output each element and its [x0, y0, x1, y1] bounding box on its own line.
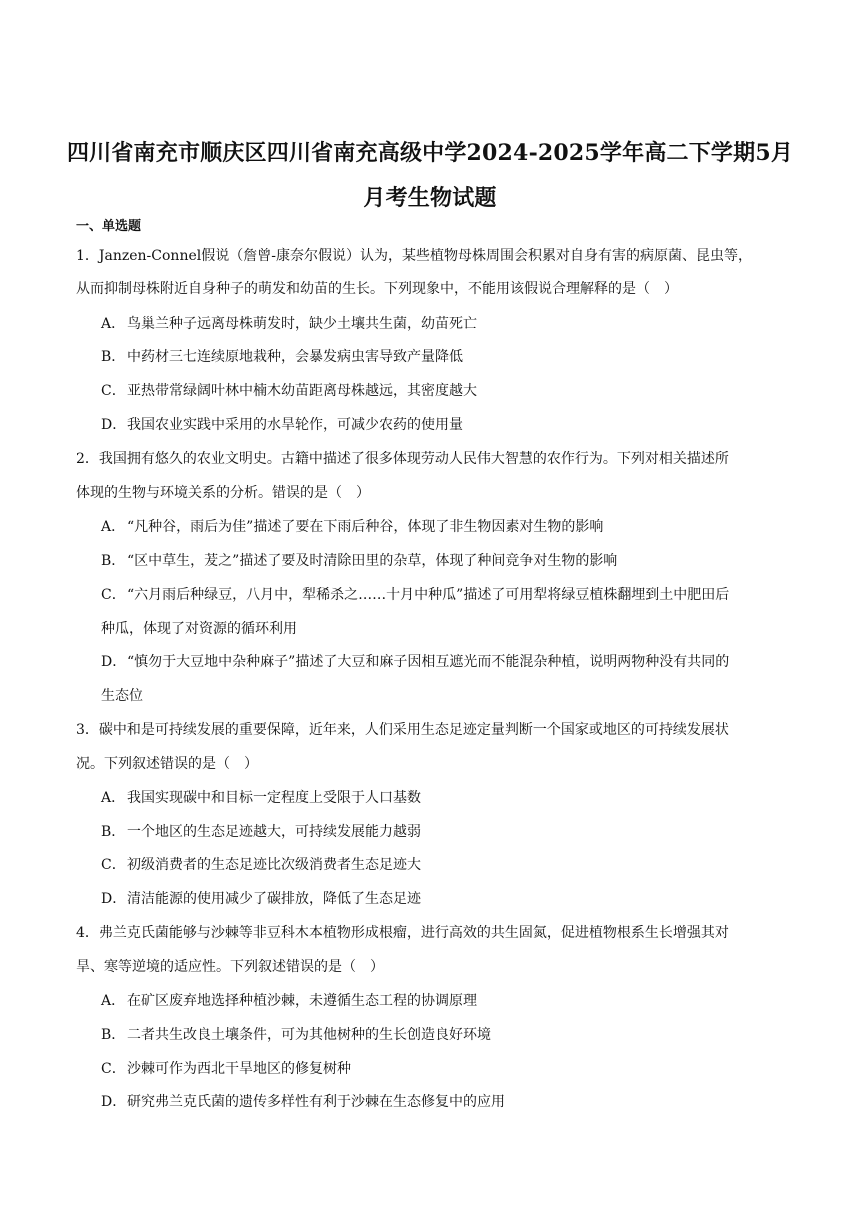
question-2-option-a[interactable] — [101, 517, 801, 537]
question-3-option-c[interactable] — [101, 855, 801, 875]
question-2-stem-line-2: 体现的生物与环境关系的分析。错误的是（ ） — [76, 485, 370, 501]
option-text: “慎勿于大豆地中杂种麻子”描述了大豆和麻子因相互遮光而不能混杂种植，说明两物种没有共同的 — [127, 654, 730, 670]
option-text: 我国农业实践中采用的水旱轮作，可减少农药的使用量 — [127, 417, 463, 433]
option-letter: A． — [101, 993, 126, 1009]
option-text: 初级消费者的生态足迹比次级消费者生态足迹大 — [127, 857, 421, 873]
document-title-line-2: 月考生物试题 — [363, 185, 497, 211]
option-text: 二者共生改良土壤条件，可为其他树种的生长创造良好环境 — [127, 1027, 491, 1043]
option-letter: D． — [101, 654, 127, 670]
option-letter: D． — [101, 417, 127, 433]
option-letter: D． — [101, 891, 127, 907]
option-text: 亚热带常绿阔叶林中楠木幼苗距离母株越远，其密度越大 — [127, 383, 477, 399]
question-3-option-a[interactable] — [101, 788, 801, 808]
option-text: 在矿区废弃地选择种植沙棘，未遵循生态工程的协调原理 — [127, 993, 477, 1009]
option-letter: C． — [101, 587, 126, 603]
question-1-option-a[interactable] — [101, 314, 801, 334]
option-text: 清洁能源的使用减少了碳排放，降低了生态足迹 — [127, 891, 421, 907]
option-letter: C． — [101, 1061, 126, 1077]
option-text: “凡种谷，雨后为佳”描述了要在下雨后种谷，体现了非生物因素对生物的影响 — [127, 519, 604, 535]
option-letter: C． — [101, 857, 126, 873]
option-text: 鸟巢兰种子远离母株萌发时，缺少土壤共生菌，幼苗死亡 — [127, 316, 477, 332]
question-4-option-d[interactable] — [101, 1092, 801, 1112]
question-2-option-c-continuation: 种瓜，体现了对资源的循环利用 — [101, 621, 297, 637]
option-letter: C． — [101, 383, 126, 399]
option-letter: B． — [101, 824, 126, 840]
question-2-option-c[interactable] — [101, 585, 801, 605]
option-letter: A． — [101, 519, 126, 535]
question-2-stem-line-1: 2．我国拥有悠久的农业文明史。古籍中描述了很多体现劳动人民伟大智慧的农作行为。下列对相关描述所 — [76, 451, 729, 467]
question-3-option-d[interactable] — [101, 889, 801, 909]
question-4-stem-line-1: 4．弗兰克氏菌能够与沙棘等非豆科木本植物形成根瘤，进行高效的共生固氮，促进植物根系生长增强其对 — [76, 925, 729, 941]
option-text: 一个地区的生态足迹越大，可持续发展能力越弱 — [127, 824, 421, 840]
question-2-option-b[interactable] — [101, 551, 801, 571]
question-1-option-c[interactable] — [101, 381, 801, 401]
question-4-option-c[interactable] — [101, 1059, 801, 1079]
option-letter: B． — [101, 349, 126, 365]
question-2-option-d-continuation: 生态位 — [101, 688, 143, 704]
question-1-option-d[interactable] — [101, 415, 801, 435]
question-1-stem-line-1: 1．Janzen-Connel假说（詹曾-康奈尔假说）认为，某些植物母株周围会积累对自身有害的病原菌、昆虫等， — [76, 248, 752, 264]
question-4-option-b[interactable] — [101, 1025, 801, 1045]
option-text: 我国实现碳中和目标一定程度上受限于人口基数 — [127, 790, 421, 806]
question-4-option-a[interactable] — [101, 991, 801, 1011]
option-text: 研究弗兰克氏菌的遗传多样性有利于沙棘在生态修复中的应用 — [127, 1094, 505, 1110]
option-text: 沙棘可作为西北干旱地区的修复树种 — [127, 1061, 351, 1077]
question-4-stem-line-2: 旱、寒等逆境的适应性。下列叙述错误的是（ ） — [76, 959, 384, 975]
question-1-option-b[interactable] — [101, 347, 801, 367]
option-text: 中药材三七连续原地栽种，会暴发病虫害导致产量降低 — [127, 349, 463, 365]
question-3-option-b[interactable] — [101, 822, 801, 842]
question-3-stem-line-2: 况。下列叙述错误的是（ ） — [76, 756, 258, 772]
option-text: “六月雨后种绿豆，八月中，犁稀杀之……十月中种瓜”描述了可用犁将绿豆植株翻埋到土中肥田后 — [127, 587, 730, 603]
question-3-stem-line-1: 3．碳中和是可持续发展的重要保障，近年来，人们采用生态足迹定量判断一个国家或地区的可持续发展状 — [76, 722, 729, 738]
option-letter: A． — [101, 790, 126, 806]
option-text: “区中草生，茇之”描述了要及时清除田里的杂草，体现了种间竞争对生物的影响 — [127, 553, 618, 569]
section-heading: 一、单选题 — [76, 219, 142, 234]
document-title-line-1: 四川省南充市顺庆区四川省南充高级中学2024-2025学年高二下学期5月 — [66, 140, 794, 166]
option-letter: D． — [101, 1094, 127, 1110]
question-1-stem-line-2: 从而抑制母株附近自身种子的萌发和幼苗的生长。下列现象中，不能用该假说合理解释的是（ ） — [76, 281, 678, 297]
option-letter: B． — [101, 553, 126, 569]
question-2-option-d[interactable] — [101, 652, 801, 672]
option-letter: B． — [101, 1027, 126, 1043]
option-letter: A． — [101, 316, 126, 332]
